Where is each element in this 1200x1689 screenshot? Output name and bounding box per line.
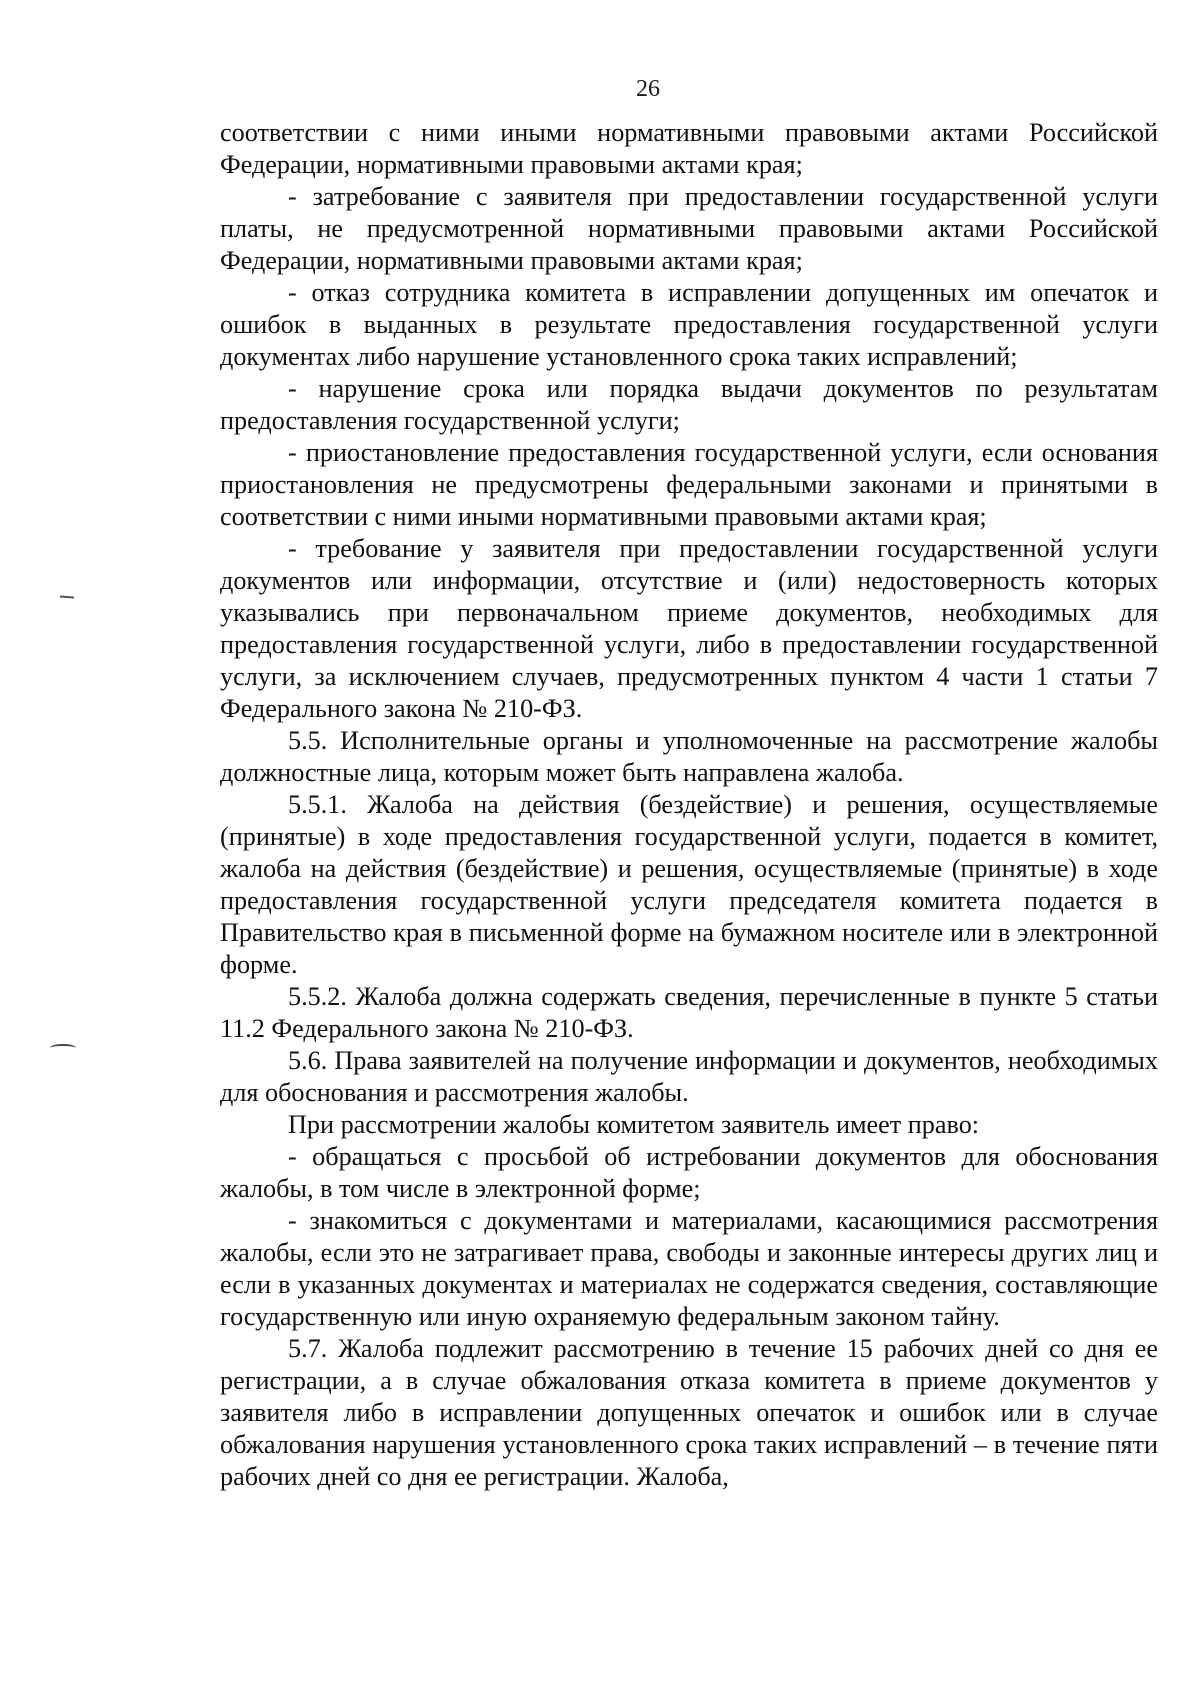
paragraph: 5.7. Жалоба подлежит рассмотрению в течение 15 рабочих дней со дня ее регистрации, а в случае обжалования отказа комитета в приеме документов у заявителя либо в исправлении допущенных опечаток и ошибок или в случае обжалования нарушения установленного срока таких исправлений – в течение пяти рабочих дней со дня ее регистрации. Жалоба, xyxy=(220,1334,1158,1491)
paragraph: - приостановление предоставления государственной услуги, если основания приостановления не предусмотрены федеральными законами и принятыми в соответствии с ними иными нормативными правовыми актами края; xyxy=(220,438,1158,531)
paragraph: 5.6. Права заявителей на получение информации и документов, необходимых для обоснования и рассмотрения жалобы. xyxy=(220,1046,1158,1107)
paragraph: - обращаться с просьбой об истребовании документов для обоснования жалобы, в том числе в электронной форме; xyxy=(220,1142,1158,1203)
paragraph: При рассмотрении жалобы комитетом заявитель имеет право: xyxy=(288,1110,980,1139)
page-number: 26 xyxy=(636,76,660,102)
document-body xyxy=(220,117,1158,1493)
paragraph: - знакомиться с документами и материалами, касающимися рассмотрения жалобы, если это не затрагивает права, свободы и законные интересы других лиц и если в указанных документах и материалах не содержатся сведения, составляющие государственную или иную охраняемую федеральным законом тайну. xyxy=(220,1206,1158,1331)
paragraph: - нарушение срока или порядка выдачи документов по результатам предоставления государственной услуги; xyxy=(220,374,1158,435)
paragraph: - требование у заявителя при предоставлении государственной услуги документов или информации, отсутствие и (или) недостоверность которых указывались при первоначальном приеме документов, необходимых для предоставления государственной услуги, либо в предоставлении государственной услуги, за исключением случаев, предусмотренных пунктом 4 части 1 статьи 7 Федерального закона № 210-ФЗ. xyxy=(220,534,1158,723)
paragraph: - отказ сотрудника комитета в исправлении допущенных им опечаток и ошибок в выданных в результате предоставления государственной услуги документах либо нарушение установленного срока таких исправлений; xyxy=(220,278,1158,371)
paragraph: соответствии с ними иными нормативными правовыми актами Российской Федерации, нормативными правовыми актами края; xyxy=(220,118,1158,179)
paragraph: 5.5.2. Жалоба должна содержать сведения, перечисленные в пункте 5 статьи 11.2 Федерального закона № 210-ФЗ. xyxy=(220,982,1158,1043)
margin-mark xyxy=(60,596,74,599)
paragraph: 5.5.1. Жалоба на действия (бездействие) и решения, осуществляемые (принятые) в ходе предоставления государственной услуги, подается в комитет, жалоба на действия (бездействие) и решения, осуществляемые (принятые) в ходе предоставления государственной услуги председателя комитета подается в Правительство края в письменной форме на бумажном носителе или в электронной форме. xyxy=(220,790,1158,979)
paragraph: - затребование с заявителя при предоставлении государственной услуги платы, не предусмотренной нормативными правовыми актами Российской Федерации, нормативными правовыми актами края; xyxy=(220,182,1158,275)
margin-mark xyxy=(50,1044,76,1052)
paragraph: 5.5. Исполнительные органы и уполномоченные на рассмотрение жалобы должностные лица, которым может быть направлена жалоба. xyxy=(220,726,1158,787)
